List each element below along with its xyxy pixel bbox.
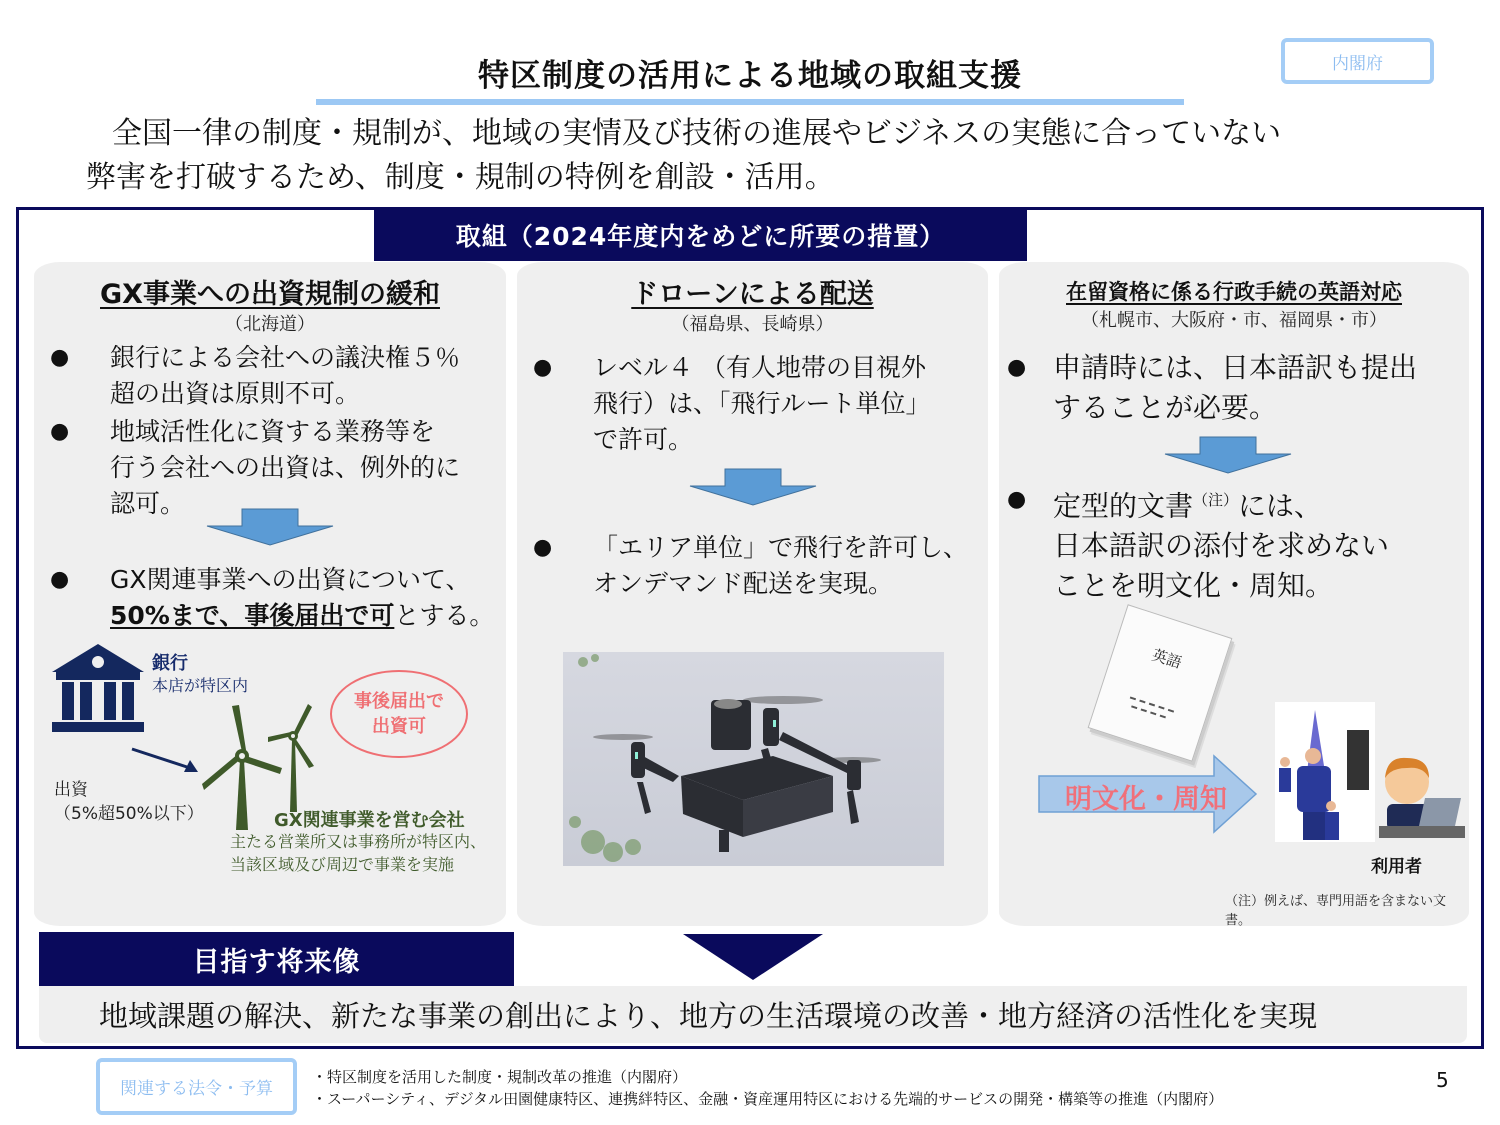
gx-company-sub: 主たる営業所又は事務所が特区内、 当該区域及び周辺で事業を実施 — [230, 832, 487, 874]
bullet-item-result: ● 定型的文書$^{(注)}$には、 日本語訳の添付を求めない ことを明文化・周知。 — [1007, 480, 1467, 606]
panel-region: （福島県、長崎県） — [671, 314, 834, 335]
down-arrow-icon — [206, 508, 334, 546]
goal-tab: 目指す将来像 — [39, 932, 514, 986]
bullet-item: ● 銀行による会社への議決権５％ 超の出資は原則不可。 — [50, 340, 500, 412]
bullet-dot-icon: ● — [1007, 487, 1027, 512]
down-arrow-icon — [1164, 436, 1292, 474]
arrow-label: 明文化・周知 — [1065, 784, 1227, 815]
panel-title: GX事業への出資規制の緩和 — [100, 279, 440, 310]
lead-line-1: 全国一律の制度・規制が、地域の実情及び技術の進展やビジネスの実態に合っていない — [112, 116, 1282, 151]
bullet-item: ● 地域活性化に資する業務等を 行う会社への出資は、例外的に 認可。 — [50, 414, 500, 522]
related-laws-list — [312, 1066, 1223, 1110]
bullet-dot-icon: ● — [50, 419, 70, 444]
bank-icon — [50, 642, 146, 734]
panel-gx-investment — [34, 262, 506, 926]
bullet-item-result: ● GX関連事業への出資について、 50%まで、事後届出で可とする。 — [50, 562, 510, 634]
panel-title: ドローンによる配送 — [631, 279, 874, 310]
section-tab-initiatives: 取組（2024年度内をめどに所要の措置） — [374, 209, 1027, 261]
page-title: 特区制度の活用による地域の取組支援 — [478, 58, 1022, 94]
bullet-dot-icon: ● — [533, 535, 553, 560]
notice-bubble: 事後届出で 出資可 — [330, 670, 468, 758]
panel-region: （北海道） — [225, 314, 315, 335]
bullet-item: ● レベル４ （有人地帯の目視外 飛行）は、「飛行ルート単位」 で許可。 — [533, 350, 983, 458]
user-label: 利用者 — [1371, 857, 1422, 877]
related-law-item: ・特区制度を活用した制度・規制改革の推進（内閣府） — [312, 1068, 688, 1086]
page-number: 5 — [1436, 1068, 1449, 1092]
bank-label: 銀行 — [152, 653, 188, 674]
drone-photo — [563, 652, 944, 866]
note-mark: （注） — [1193, 491, 1239, 509]
users-illustration — [1275, 702, 1465, 844]
goal-statement: 地域課題の解決、新たな事業の創出により、地方の生活環境の改善・地方経済の活性化を実現 — [39, 986, 1467, 1043]
panel-region: （札幌市、大阪府・市、福岡県・市） — [1081, 310, 1387, 331]
english-document-icon: 英語 — [1088, 604, 1233, 762]
bullet-dot-icon: ● — [533, 355, 553, 380]
bullet-item-result: ● 「エリア単位」で飛行を許可し、 オンデマンド配送を実現。 — [533, 530, 983, 602]
panel-english-procedures — [999, 262, 1469, 926]
bullet-dot-icon: ● — [50, 345, 70, 370]
panel-drone-delivery — [517, 262, 988, 926]
related-laws-badge: 関連する法令・予算 — [96, 1058, 297, 1115]
lead-line-2: 弊害を打破するため、制度・規制の特例を創設・活用。 — [86, 160, 835, 195]
bullet-item: ● 申請時には、日本語訳も提出 することが必要。 — [1007, 348, 1467, 428]
org-badge: 内閣府 — [1281, 38, 1434, 84]
footnote: （注）例えば、専門用語を含まない文書。 — [1225, 894, 1447, 928]
investment-arrow-icon — [130, 746, 202, 774]
down-arrow-icon — [689, 468, 817, 506]
bullet-dot-icon: ● — [50, 567, 70, 592]
title-underline — [316, 99, 1184, 105]
bank-sub-label: 本店が特区内 — [152, 676, 249, 695]
down-triangle-icon — [683, 934, 823, 980]
investment-label: 出資 （5%超50%以下） — [54, 780, 204, 824]
lead-text — [86, 112, 1426, 200]
panel-title: 在留資格に係る行政手続の英語対応 — [1066, 280, 1402, 304]
bullet-dot-icon: ● — [1007, 355, 1027, 380]
related-law-item: ・スーパーシティ、デジタル田園健康特区、連携絆特区、金融・資産運用特区における先端的サービスの開発・構築等の推進（内閣府） — [312, 1090, 1224, 1108]
gx-company-label: GX関連事業を営む会社 — [274, 810, 465, 831]
